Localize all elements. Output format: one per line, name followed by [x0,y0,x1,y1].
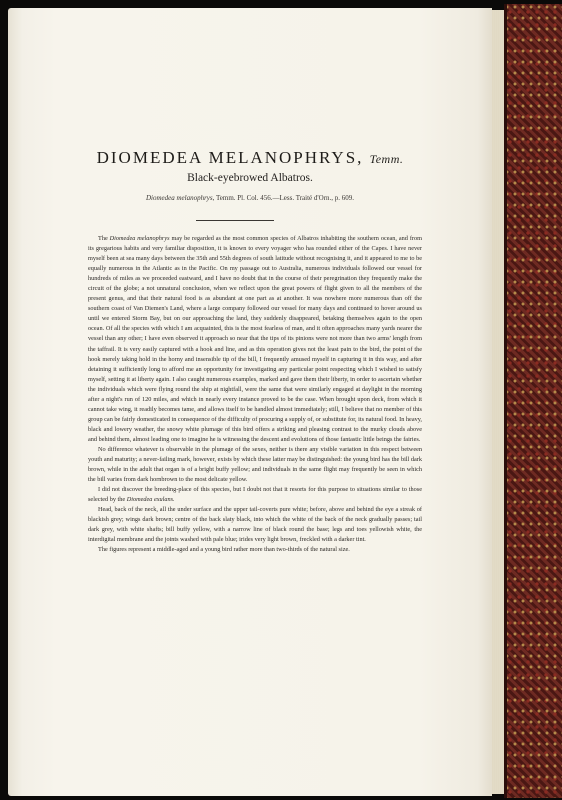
paragraph-4: Head, back of the neck, all the under surface and the upper tail-coverts pure white; before, above and behind the eye a streak of blackish grey; wings dark brown; centre of the back slaty black, into which the white of the back of the neck gradually passes; tail dark grey, with white shafts; bill buffy yellow, with a narrow line of black round the base; legs and toes yellowish white, the interdigital membrane and the joints washed with pale blue; irides very light brown, freckled with a darker tint. [88,506,422,544]
species-authority: Temm. [369,152,404,166]
paragraph-1 [88,234,422,445]
synonymy-reference: Temm. Pl. Col. 456.—Less. Traité d'Orn., p. 609. [216,194,355,202]
divider-rule [196,220,274,221]
common-name: Black-eyebrowed Albatros. [187,172,313,184]
paragraph-3-species: Diomedea exulans. [126,496,175,504]
species-name: DIOMEDEA MELANOPHRYS, [96,148,364,167]
paragraph-1-lead: The [98,235,110,242]
paragraph-2: No difference whatever is observable in the plumage of the sexes, neither is there any visible variation in this respect between youth and maturity; a never-failing mark, however, exists by which these latter may be distinguished: the young bird has the bill dark brown, while in the adult that organ is of a bright buffy yellow; and individuals in the same flight may frequently be seen in which the bill varies from dark hornbrown to the most delicate yellow. [88,445,422,484]
paragraph-3-body: I did not discover the breeding-place of this species, but I doubt not that it resorts for this purpose to situations similar to those selected by the [88,486,422,504]
paragraph-5: The figures represent a middle-aged and a young bird rather more than two-thirds of the natural size. [98,546,350,554]
paragraph-1-body: may be regarded as the most common species of Albatros inhabiting the southern ocean, and from its gregarious habits and very familiar disposition, it is known to every voyager who has rounded either of the Capes. I have never myself been at sea many days between the 35th and 55th degrees of south latitude without recognising it, and it appeared to me to be equally numerous in the Atlantic as in the Pacific. On my passage out to Australia, numerous individuals followed our vessel for hundreds of miles as we proceeded eastward, and I have no doubt that in the course of their peregrination they frequently make the circuit of the globe; a not unnatural conclusion, when we reflect upon the great powers of flight given to all the members of the present genus, and that their natural food is as abundant at one part as at another. It was nowhere more numerous than off the southern coast of Van Diemen's Land, where a large company followed our vessel for many days and continued to hover around us until we entered Storm Bay, but on our approaching the land, they suddenly disappeared, betaking themselves again to the open ocean. Of all the species with which I am acquainted, this is the most fearless of man, and it often approaches many yards nearer the vessel than any other; I have even observed it approach so near that the tips of its pinions were not more than two arms' length from the taffrail. It is very easily captured with a hook and line, and as this operation gives not the least pain to the bird, the point of the hook merely taking hold in the horny and insensible tip of the bill, I frequently amused myself in capturing it in this way, and after detaining it sufficiently long to afford me an opportunity for investigating any particular point respecting which I wished to satisfy myself, setting it at liberty again. I also caught numerous examples, marked and gave them their liberty, in order to ascertain whether the individuals which were flying round the ship at nightfall, were the same that were similarly engaged at daylight in the morning after a night's run of 120 miles, and which in nearly every instance proved to be the case. When brought upon deck, from which it cannot take wing, it readily becomes tame, and allows itself to be handled almost immediately; still, I believe that no member of this group can be fairly domesticated in consequence of the difficulty of procuring a supply of, or substitute for, its natural food. In heavy, black and lowery weather, the snowy white plumage of this bird offers a striking and pleasing contrast to the murky clouds above and behind them, almost leading one to imagine he is witnessing the descent and evolutions of those fantastic little beings the fairies. [88,235,423,443]
page-title [8,148,492,168]
marbled-cover [504,4,562,798]
page-stack-edge [492,10,504,794]
paragraph-1-species: Diomedea melanophrys [109,235,170,242]
body-text [88,234,422,556]
synonymy-species: Diomedea melanophrys, [145,194,215,202]
paragraph-3 [88,485,422,505]
book-page [8,8,492,796]
synonymy-line [8,194,492,202]
cover-edge [504,4,507,798]
